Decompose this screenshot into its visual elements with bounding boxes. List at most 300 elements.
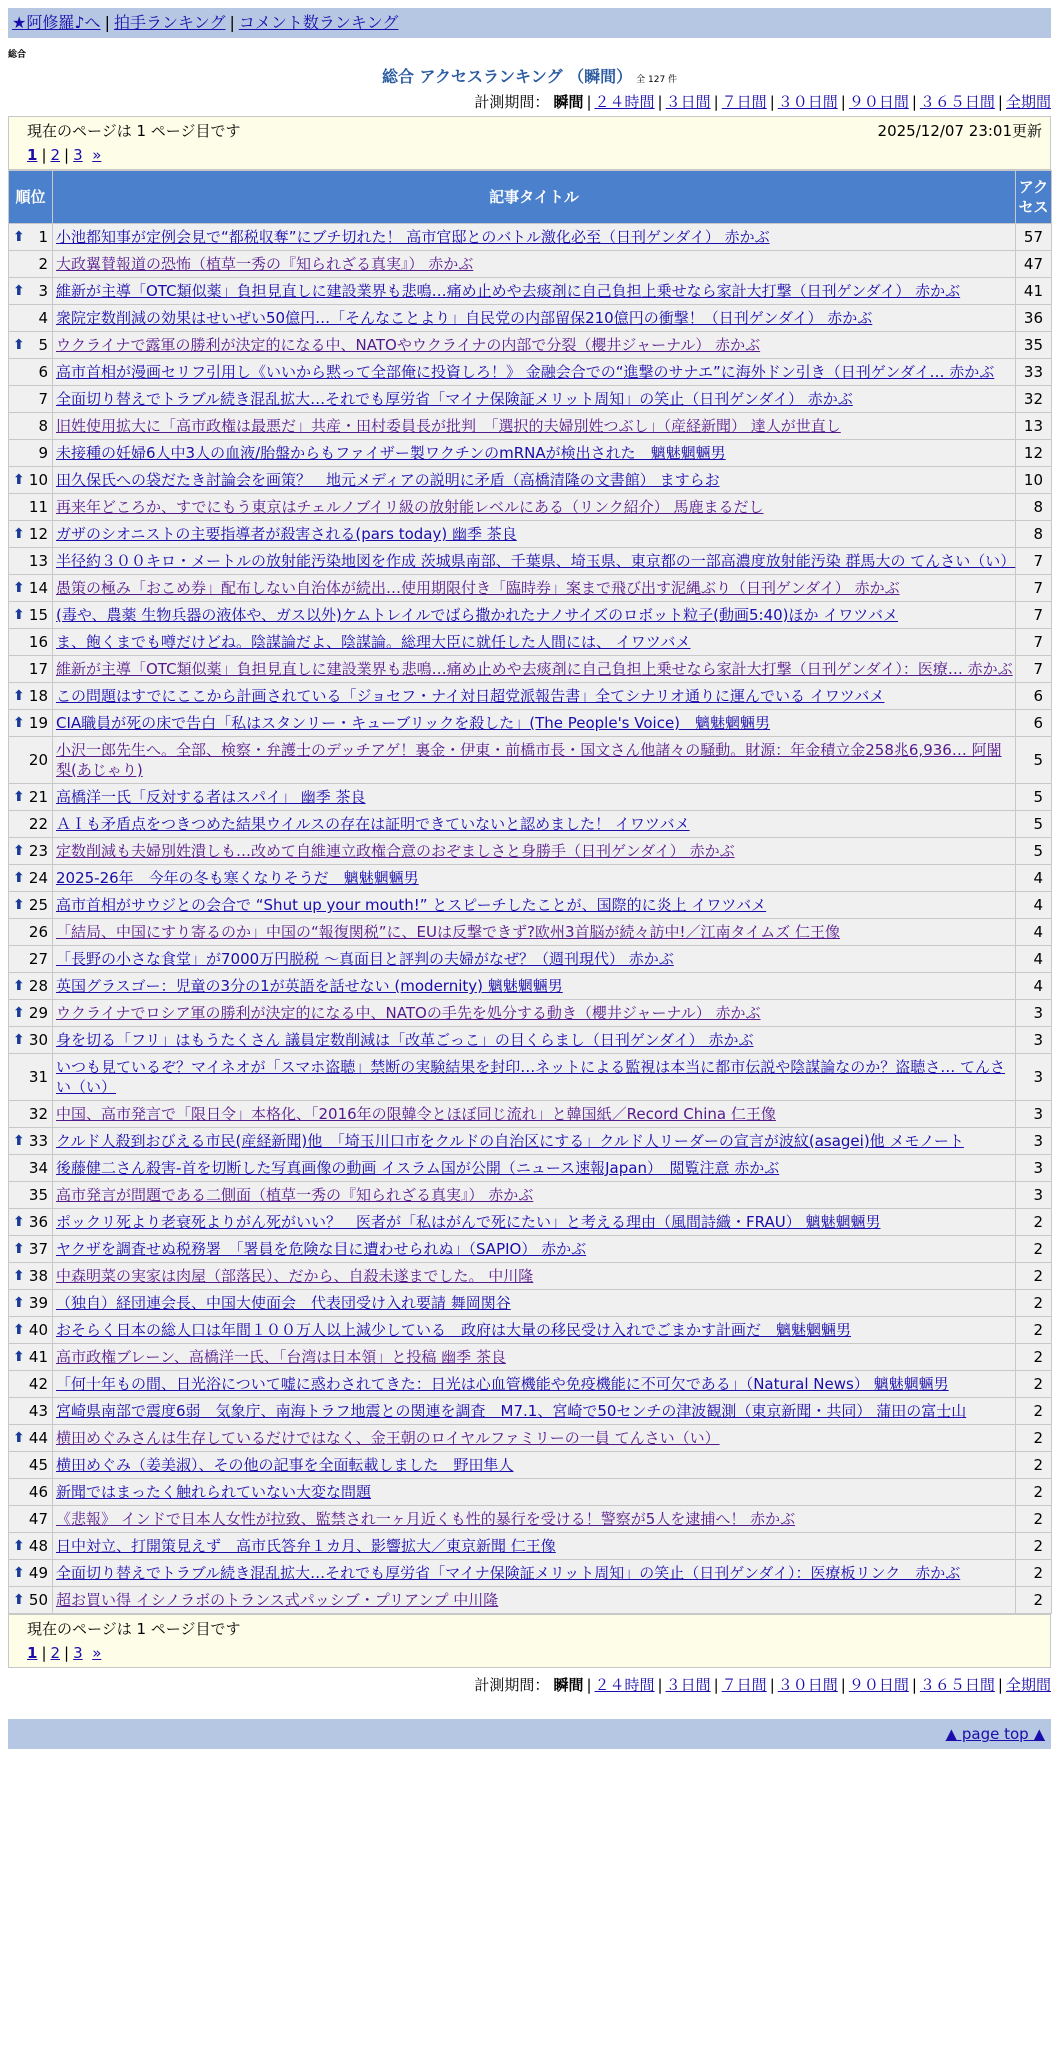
- article-link[interactable]: (毒や、農薬 生物兵器の液体や、ガス以外)ケムトレイルでばら撒かれたナノサイズのロボット粒子(動画5:40)ほか イワツバメ: [56, 606, 898, 624]
- period-separator: |: [657, 1676, 663, 1694]
- access-count: 7: [1016, 548, 1052, 575]
- article-link[interactable]: 新聞ではまったく触れられていない大変な問題: [56, 1483, 372, 1501]
- rank-up-arrow-icon: ⬆: [13, 1295, 25, 1311]
- rank-cell: [9, 278, 53, 305]
- title-cell: [53, 1371, 1016, 1398]
- rank-up-arrow-icon: ⬆: [13, 1349, 25, 1365]
- table-row: [9, 1425, 1052, 1452]
- rank-number: 9: [38, 444, 48, 462]
- rank-up-arrow-icon: ⬆: [13, 843, 25, 859]
- table-row: [9, 683, 1052, 710]
- access-count: 2: [1016, 1263, 1052, 1290]
- period-link[interactable]: ３０日間: [777, 93, 838, 111]
- rank-number: 31: [28, 1068, 48, 1086]
- period-separator: |: [997, 93, 1003, 111]
- period-link[interactable]: ３６５日間: [919, 1676, 995, 1694]
- page-title-row: [0, 64, 1059, 87]
- table-row: [9, 575, 1052, 602]
- rank-cell: [9, 467, 53, 494]
- article-link[interactable]: 高橋洋一氏「反対する者はスパイ」 幽季 茶良: [56, 788, 366, 806]
- access-count: 7: [1016, 656, 1052, 683]
- article-link[interactable]: 中国、高市発言で「限日令」本格化、「2016年の限韓令とほぼ同じ流れ」と韓国紙／Record China 仁王像: [56, 1105, 776, 1123]
- title-cell: [53, 1101, 1016, 1128]
- title-cell: [53, 1452, 1016, 1479]
- title-header: 記事タイトル: [53, 171, 1016, 224]
- rank-cell: [9, 1263, 53, 1290]
- bottom-nav: [8, 1719, 1051, 1749]
- rank-up-arrow-icon: ⬆: [13, 715, 25, 731]
- period-separator: |: [713, 1676, 719, 1694]
- period-separator: |: [911, 93, 917, 111]
- article-link[interactable]: ま、飽くまでも噂だけどね。陰謀論だよ、陰謀論。総理大臣に就任した人間には、 イワツバメ: [56, 633, 691, 651]
- page-separator: |: [64, 146, 70, 164]
- title-cell: [53, 1209, 1016, 1236]
- title-cell: [53, 548, 1016, 575]
- rank-cell: [9, 521, 53, 548]
- title-cell: [53, 865, 1016, 892]
- rank-up-arrow-icon: ⬆: [13, 1032, 25, 1048]
- table-row: [9, 494, 1052, 521]
- rank-number: 40: [28, 1321, 48, 1339]
- rank-cell: [9, 332, 53, 359]
- period-separator: |: [840, 93, 846, 111]
- rank-cell: [9, 737, 53, 784]
- rank-number: 36: [28, 1213, 48, 1231]
- rank-cell: [9, 494, 53, 521]
- title-cell: [53, 224, 1016, 251]
- next-page-link[interactable]: »: [92, 1644, 102, 1662]
- title-cell: [53, 892, 1016, 919]
- article-link[interactable]: 田久保氏への袋だたき討論会を画策？ 地元メディアの説明に矛盾（高橋清隆の文書館） ますらお: [56, 471, 720, 489]
- access-count: 7: [1016, 629, 1052, 656]
- table-row: [9, 332, 1052, 359]
- period-link[interactable]: ９０日間: [848, 1676, 909, 1694]
- table-row: [9, 1290, 1052, 1317]
- article-link[interactable]: ガザのシオニストの主要指導者が殺害される(pars today) 幽季 茶良: [56, 525, 517, 543]
- table-row: [9, 1027, 1052, 1054]
- article-link[interactable]: ＡＩも矛盾点をつきつめた結果ウイルスの存在は証明できていないと認めました！ イワツバメ: [56, 815, 690, 833]
- article-link[interactable]: 2025-26年 今年の冬も寒くなりそうだ 魑魅魍魎男: [56, 869, 419, 887]
- rank-up-arrow-icon: ⬆: [13, 897, 25, 913]
- page-separator: |: [41, 146, 47, 164]
- page-separator: |: [64, 1644, 70, 1662]
- access-count: 36: [1016, 305, 1052, 332]
- period-label: 計測期間：: [474, 93, 550, 111]
- next-page-link[interactable]: »: [92, 146, 102, 164]
- access-count: 4: [1016, 973, 1052, 1000]
- title-cell: [53, 305, 1016, 332]
- title-cell: [53, 737, 1016, 784]
- title-cell: [53, 1506, 1016, 1533]
- rank-up-arrow-icon: ⬆: [13, 1538, 25, 1554]
- period-separator: |: [586, 93, 592, 111]
- home-link[interactable]: ★阿修羅♪へ: [12, 13, 101, 32]
- period-separator: |: [911, 1676, 917, 1694]
- table-row: [9, 865, 1052, 892]
- period-separator: |: [657, 93, 663, 111]
- rank-cell: [9, 251, 53, 278]
- rank-number: 43: [28, 1402, 48, 1420]
- article-link[interactable]: （独自）経団連会長、中国大使面会 代表団受け入れ要請 舞岡関谷: [56, 1294, 511, 1312]
- article-link[interactable]: 定数削減も夫婦別姓潰しも…改めて自維連立政権合意のおぞましさと身勝手（日刊ゲンダイ） 赤かぶ: [56, 842, 735, 860]
- article-link[interactable]: 未接種の妊婦6人中3人の血液/胎盤からもファイザー製ワクチンのmRNAが検出された 魑魅魍魎男: [56, 444, 726, 462]
- access-count: 2: [1016, 1506, 1052, 1533]
- rank-number: 44: [28, 1429, 48, 1447]
- access-header: アクセス: [1016, 171, 1052, 224]
- rank-cell: [9, 413, 53, 440]
- article-link[interactable]: 高市政権ブレーン、高橋洋一氏、「台湾は日本領」と投稿 幽季 茶良: [56, 1348, 506, 1366]
- title-cell: [53, 1182, 1016, 1209]
- access-count: 2: [1016, 1398, 1052, 1425]
- article-link[interactable]: 維新が主導「OTC類似薬」負担見直しに建設業界も悲鳴…痛め止めや去痰剤に自己負担上乗せなら家計大打撃（日刊ゲンダイ）：医療… 赤かぶ: [56, 660, 1013, 678]
- rank-number: 13: [28, 552, 48, 570]
- table-row: [9, 359, 1052, 386]
- article-link[interactable]: 全面切り替えでトラブル続き混乱拡大…それでも厚労省「マイナ保険証メリット周知」の笑止（日刊ゲンダイ）：医療板リンク 赤かぶ: [56, 1564, 961, 1582]
- article-link[interactable]: 「長野の小さな食堂」が7000万円脱税 ～真面目と評判の夫婦がなぜ？（週刊現代） 赤かぶ: [56, 950, 674, 968]
- rank-up-arrow-icon: ⬆: [13, 1430, 25, 1446]
- title-cell: [53, 946, 1016, 973]
- rank-number: 10: [28, 471, 48, 489]
- rank-number: 35: [28, 1186, 48, 1204]
- access-count: 8: [1016, 521, 1052, 548]
- rank-number: 21: [28, 788, 48, 806]
- rank-number: 42: [28, 1375, 48, 1393]
- table-row: [9, 224, 1052, 251]
- article-link[interactable]: CIA職員が死の床で告白「私はスタンリー・キューブリックを殺した」(The People's Voice) 魑魅魍魎男: [56, 714, 771, 732]
- period-link[interactable]: ７日間: [721, 1676, 767, 1694]
- page-link[interactable]: 2: [50, 1644, 61, 1662]
- rank-up-arrow-icon: ⬆: [13, 1268, 25, 1284]
- article-link[interactable]: 半径約３００キロ・メートルの放射能汚染地図を作成 茨城県南部、千葉県、埼玉県、東京都の一部高濃度放射能汚染 群馬大の てんさい（い）: [56, 552, 1016, 570]
- access-count: 47: [1016, 251, 1052, 278]
- rank-cell: [9, 1344, 53, 1371]
- period-current: 瞬間: [553, 1676, 584, 1694]
- table-row: [9, 548, 1052, 575]
- article-link[interactable]: 小沢一郎先生へ。全部、検察・弁護士のデッチアゲ！裏金・伊東・前橋市長・国文さん他諸々の騒動。財源：年金積立金258兆6,936… 阿闍梨(あじゃり): [56, 741, 1002, 779]
- article-link[interactable]: 旧姓使用拡大に「高市政権は最悪だ」共産・田村委員長が批判 「選択的夫婦別姓つぶし」（産経新聞） 達人が世直し: [56, 417, 841, 435]
- title-cell: [53, 467, 1016, 494]
- rank-number: 50: [28, 1591, 48, 1609]
- rank-cell: [9, 865, 53, 892]
- article-link[interactable]: クルド人殺到おびえる市民(産経新聞)他 「埼玉川口市をクルドの自治区にする」クルド人リーダーの宣言が波紋(asagei)他 メモノート: [56, 1132, 964, 1150]
- table-row: [9, 305, 1052, 332]
- genre-label: 総合: [8, 50, 27, 60]
- comment-ranking-link[interactable]: コメント数ランキング: [238, 13, 399, 32]
- total-count: 全 127 件: [636, 75, 678, 85]
- access-count: 32: [1016, 386, 1052, 413]
- article-link[interactable]: 超お買い得 イシノラボのトランス式パッシブ・プリアンプ 中川隆: [56, 1591, 499, 1609]
- period-separator: |: [840, 1676, 846, 1694]
- rank-number: 18: [28, 687, 48, 705]
- article-link[interactable]: 「結局、中国にすり寄るのか」中国の“報復関税”に、EUは反撃できず?欧州3首脳が続々訪中!／江南タイムズ 仁王像: [56, 923, 840, 941]
- access-count: 13: [1016, 413, 1052, 440]
- rank-number: 37: [28, 1240, 48, 1258]
- article-link[interactable]: 横田めぐみ（姜美淑）、その他の記事を全面転載しました 野田隼人: [56, 1456, 514, 1474]
- period-link[interactable]: ３０日間: [777, 1676, 838, 1694]
- title-cell: [53, 440, 1016, 467]
- access-count: 6: [1016, 683, 1052, 710]
- page-link-current[interactable]: 1: [27, 1644, 38, 1662]
- access-count: 2: [1016, 1452, 1052, 1479]
- rank-cell: [9, 386, 53, 413]
- rank-cell: [9, 656, 53, 683]
- access-count: 3: [1016, 1054, 1052, 1101]
- table-row: [9, 946, 1052, 973]
- title-cell: [53, 1054, 1016, 1101]
- article-link[interactable]: 「何十年もの間、日光浴について嘘に惑わされてきた：日光は心血管機能や免疫機能に不可欠である」（Natural News） 魑魅魍魎男: [56, 1375, 949, 1393]
- table-row: [9, 278, 1052, 305]
- access-count: 2: [1016, 1533, 1052, 1560]
- page-link[interactable]: 3: [73, 146, 83, 164]
- rank-number: 3: [38, 282, 48, 300]
- table-row: [9, 1398, 1052, 1425]
- rank-number: 47: [28, 1510, 48, 1528]
- rank-number: 15: [28, 606, 48, 624]
- rank-cell: [9, 838, 53, 865]
- title-cell: [53, 1155, 1016, 1182]
- access-count: 2: [1016, 1425, 1052, 1452]
- article-link[interactable]: 後藤健二さん殺害-首を切断した写真画像の動画 イスラム国が公開（ニュース速報Japan） 閲覧注意 赤かぶ: [56, 1159, 780, 1177]
- period-separator: |: [769, 93, 775, 111]
- period-separator: |: [769, 1676, 775, 1694]
- period-link[interactable]: ９０日間: [848, 93, 909, 111]
- article-link[interactable]: ポックリ死より老衰死よりがん死がいい？ 医者が「私はがんで死にたい」と考える理由（風間詩織・FRAU） 魑魅魍魎男: [56, 1213, 881, 1231]
- access-count: 3: [1016, 1101, 1052, 1128]
- access-count: 12: [1016, 440, 1052, 467]
- table-row: [9, 710, 1052, 737]
- article-link[interactable]: 日中対立、打開策見えず 高市氏答弁１カ月、影響拡大／東京新聞 仁王像: [56, 1537, 556, 1555]
- period-link[interactable]: 全期間: [1005, 93, 1051, 111]
- rank-up-arrow-icon: ⬆: [13, 1241, 25, 1257]
- table-row: [9, 1533, 1052, 1560]
- rank-number: 6: [38, 363, 48, 381]
- article-link[interactable]: 《悲報》 インドで日本人女性が拉致、監禁され一ヶ月近くも性的暴行を受ける！警察が5人を逮捕へ！ 赤かぶ: [56, 1510, 796, 1528]
- article-link[interactable]: 英国グラスゴー：児童の3分の1が英語を話せない (modernity) 魑魅魍魎男: [56, 977, 563, 995]
- article-link[interactable]: 中森明菜の実家は肉屋（部落民）、だから、自殺未遂までした。 中川隆: [56, 1267, 534, 1285]
- access-count: 10: [1016, 467, 1052, 494]
- table-row: [9, 838, 1052, 865]
- access-count: 41: [1016, 278, 1052, 305]
- table-row: [9, 1182, 1052, 1209]
- page-link-current[interactable]: 1: [27, 146, 38, 164]
- access-count: 8: [1016, 494, 1052, 521]
- period-separator: |: [586, 1676, 592, 1694]
- rank-cell: [9, 892, 53, 919]
- rank-cell: [9, 224, 53, 251]
- rank-cell: [9, 1560, 53, 1587]
- access-count: 2: [1016, 1479, 1052, 1506]
- rank-cell: [9, 1128, 53, 1155]
- period-label: 計測期間：: [474, 1676, 550, 1694]
- access-count: 3: [1016, 1128, 1052, 1155]
- period-link[interactable]: 全期間: [1005, 1676, 1051, 1694]
- period-link[interactable]: ３６５日間: [919, 93, 995, 111]
- pagination-top: [8, 116, 1051, 170]
- article-link[interactable]: いつも見ているぞ？マイネオが「スマホ盗聴」禁断の実験結果を封印…ネットによる監視は本当に都市伝説や陰謀論なのか？盗聴さ… てんさい（い）: [56, 1058, 1006, 1096]
- article-link[interactable]: おそらく日本の総人口は年間１００万人以上減少している 政府は大量の移民受け入れでごまかす計画だ 魑魅魍魎男: [56, 1321, 852, 1339]
- article-link[interactable]: 衆院定数削減の効果はせいぜい50億円…「そんなことより」自民党の内部留保210億円の衝撃！（日刊ゲンダイ） 赤かぶ: [56, 309, 873, 327]
- rank-up-arrow-icon: ⬆: [13, 1565, 25, 1581]
- rank-cell: [9, 1054, 53, 1101]
- table-row: [9, 973, 1052, 1000]
- table-row: [9, 1344, 1052, 1371]
- page-link[interactable]: 2: [50, 146, 61, 164]
- rank-number: 5: [38, 336, 48, 354]
- title-cell: [53, 1317, 1016, 1344]
- title-cell: [53, 1263, 1016, 1290]
- article-link[interactable]: 愚策の極み「おこめ券」配布しない自治体が続出…使用期限付き「臨時券」案まで飛び出す泥縄ぶり（日刊ゲンダイ） 赤かぶ: [56, 579, 900, 597]
- rank-cell: [9, 1506, 53, 1533]
- title-cell: [53, 1000, 1016, 1027]
- article-link[interactable]: 全面切り替えでトラブル続き混乱拡大…それでも厚労省「マイナ保険証メリット周知」の笑止（日刊ゲンダイ） 赤かぶ: [56, 390, 853, 408]
- rank-number: 7: [38, 390, 48, 408]
- period-link[interactable]: ７日間: [721, 93, 767, 111]
- title-cell: [53, 575, 1016, 602]
- access-count: 57: [1016, 224, 1052, 251]
- article-link[interactable]: 横田めぐみさんは生存しているだけではなく、金王朝のロイヤルファミリーの一員 てんさい（い）: [56, 1429, 720, 1447]
- table-row: [9, 784, 1052, 811]
- page-top-link[interactable]: ▲ page top ▲: [945, 1725, 1045, 1743]
- article-link[interactable]: 宮崎県南部で震度6弱 気象庁、南海トラフ地震との関連を調査 M7.1、宮崎で50センチの津波観測（東京新聞・共同） 蒲田の富士山: [56, 1402, 967, 1420]
- title-cell: [53, 359, 1016, 386]
- rank-cell: [9, 1479, 53, 1506]
- rank-cell: [9, 1290, 53, 1317]
- title-cell: [53, 332, 1016, 359]
- article-link[interactable]: ウクライナでロシア軍の勝利が決定的になる中、NATOの手先を処分する動き（櫻井ジャーナル） 赤かぶ: [56, 1004, 761, 1022]
- page-title: 総合 アクセスランキング （瞬間）: [381, 67, 633, 86]
- rank-number: 11: [28, 498, 48, 516]
- period-link[interactable]: ３日間: [665, 1676, 711, 1694]
- article-link[interactable]: 大政翼賛報道の恐怖（植草一秀の『知られざる真実』） 赤かぶ: [56, 255, 474, 273]
- ranking-table: [8, 170, 1052, 1614]
- article-link[interactable]: 高市首相がサウジとの会合で “Shut up your mouth!” とスピーチしたことが、国際的に炎上 イワツバメ: [56, 896, 767, 914]
- period-link[interactable]: ２４時間: [594, 1676, 655, 1694]
- title-cell: [53, 683, 1016, 710]
- rank-number: 12: [28, 525, 48, 543]
- article-link[interactable]: 維新が主導「OTC類似薬」負担見直しに建設業界も悲鳴…痛め止めや去痰剤に自己負担上乗せなら家計大打撃（日刊ゲンダイ） 赤かぶ: [56, 282, 961, 300]
- rank-cell: [9, 575, 53, 602]
- period-link[interactable]: ２４時間: [594, 93, 655, 111]
- access-count: 3: [1016, 1155, 1052, 1182]
- table-row: [9, 1479, 1052, 1506]
- access-count: 5: [1016, 811, 1052, 838]
- article-link[interactable]: 再来年どころか、すでにもう東京はチェルノブイリ級の放射能レベルにある（リンク紹介） 馬鹿まるだし: [56, 498, 764, 516]
- article-link[interactable]: ヤクザを調査せぬ税務署 「署員を危険な目に遭わせられぬ」（SAPIO） 赤かぶ: [56, 1240, 587, 1258]
- title-cell: [53, 1128, 1016, 1155]
- rank-up-arrow-icon: ⬆: [13, 1592, 25, 1608]
- rank-up-arrow-icon: ⬆: [13, 607, 25, 623]
- table-row: [9, 656, 1052, 683]
- table-row: [9, 1236, 1052, 1263]
- rank-cell: [9, 1000, 53, 1027]
- rank-up-arrow-icon: ⬆: [13, 688, 25, 704]
- rank-number: 39: [28, 1294, 48, 1312]
- title-cell: [53, 1479, 1016, 1506]
- table-row: [9, 1506, 1052, 1533]
- rank-number: 48: [28, 1537, 48, 1555]
- table-row: [9, 413, 1052, 440]
- article-link[interactable]: 小池都知事が定例会見で“都税収奪”にブチ切れた！ 高市官邸とのバトル激化必至（日刊ゲンダイ） 赤かぶ: [56, 228, 770, 246]
- rank-cell: [9, 784, 53, 811]
- table-row: [9, 629, 1052, 656]
- rank-up-arrow-icon: ⬆: [13, 789, 25, 805]
- rank-cell: [9, 973, 53, 1000]
- article-link[interactable]: この問題はすでにここから計画されている「ジョセフ・ナイ対日超党派報告書」全てシナリオ通りに運んでいる イワツバメ: [56, 687, 885, 705]
- rank-number: 29: [28, 1004, 48, 1022]
- rank-number: 45: [28, 1456, 48, 1474]
- rank-number: 34: [28, 1159, 48, 1177]
- rank-header: 順位: [9, 171, 53, 224]
- rank-number: 46: [28, 1483, 48, 1501]
- rank-up-arrow-icon: ⬆: [13, 229, 25, 245]
- title-cell: [53, 413, 1016, 440]
- period-link[interactable]: ３日間: [665, 93, 711, 111]
- rank-number: 30: [28, 1031, 48, 1049]
- period-separator: |: [997, 1676, 1003, 1694]
- rank-number: 14: [28, 579, 48, 597]
- access-count: 35: [1016, 332, 1052, 359]
- rank-number: 32: [28, 1105, 48, 1123]
- access-count: 2: [1016, 1560, 1052, 1587]
- rank-cell: [9, 1533, 53, 1560]
- title-cell: [53, 838, 1016, 865]
- page-links: [27, 143, 1042, 167]
- table-row: [9, 1560, 1052, 1587]
- page-info: 現在のページは 1 ページ目です: [27, 122, 241, 140]
- rank-up-arrow-icon: ⬆: [13, 1133, 25, 1149]
- title-cell: [53, 811, 1016, 838]
- rank-number: 2: [38, 255, 48, 273]
- page-link[interactable]: 3: [73, 1644, 83, 1662]
- title-cell: [53, 602, 1016, 629]
- rank-number: 27: [28, 950, 48, 968]
- access-count: 2: [1016, 1209, 1052, 1236]
- period-separator: |: [713, 93, 719, 111]
- rank-number: 26: [28, 923, 48, 941]
- table-row: [9, 386, 1052, 413]
- rank-up-arrow-icon: ⬆: [13, 526, 25, 542]
- rank-cell: [9, 710, 53, 737]
- rank-cell: [9, 1425, 53, 1452]
- title-cell: [53, 656, 1016, 683]
- table-row: [9, 811, 1052, 838]
- access-count: 2: [1016, 1236, 1052, 1263]
- table-row: [9, 1452, 1052, 1479]
- table-row: [9, 919, 1052, 946]
- rank-cell: [9, 602, 53, 629]
- title-cell: [53, 278, 1016, 305]
- article-link[interactable]: ウクライナで露軍の勝利が決定的になる中、NATOやウクライナの内部で分裂（櫻井ジャーナル） 赤かぶ: [56, 336, 761, 354]
- nav-separator: |: [104, 13, 110, 32]
- rank-number: 19: [28, 714, 48, 732]
- rank-cell: [9, 1317, 53, 1344]
- rank-cell: [9, 1452, 53, 1479]
- article-link[interactable]: 高市首相が漫画セリフ引用し《いいから黙って全部俺に投資しろ！》 金融会合での“進撃のサナエ”に海外ドン引き（日刊ゲンダイ… 赤かぶ: [56, 363, 995, 381]
- article-link[interactable]: 高市発言が問題である二側面（植草一秀の『知られざる真実』） 赤かぶ: [56, 1186, 534, 1204]
- title-cell: [53, 1398, 1016, 1425]
- clap-ranking-link[interactable]: 拍手ランキング: [113, 13, 226, 32]
- rank-cell: [9, 919, 53, 946]
- rank-cell: [9, 1027, 53, 1054]
- period-selector-top: [8, 91, 1051, 112]
- table-row: [9, 1155, 1052, 1182]
- title-cell: [53, 784, 1016, 811]
- access-count: 3: [1016, 1182, 1052, 1209]
- article-link[interactable]: 身を切る「フリ」はもうたくさん 議員定数削減は「改革ごっこ」の目くらまし（日刊ゲンダイ） 赤かぶ: [56, 1031, 754, 1049]
- rank-number: 28: [28, 977, 48, 995]
- rank-up-arrow-icon: ⬆: [13, 337, 25, 353]
- table-row: [9, 892, 1052, 919]
